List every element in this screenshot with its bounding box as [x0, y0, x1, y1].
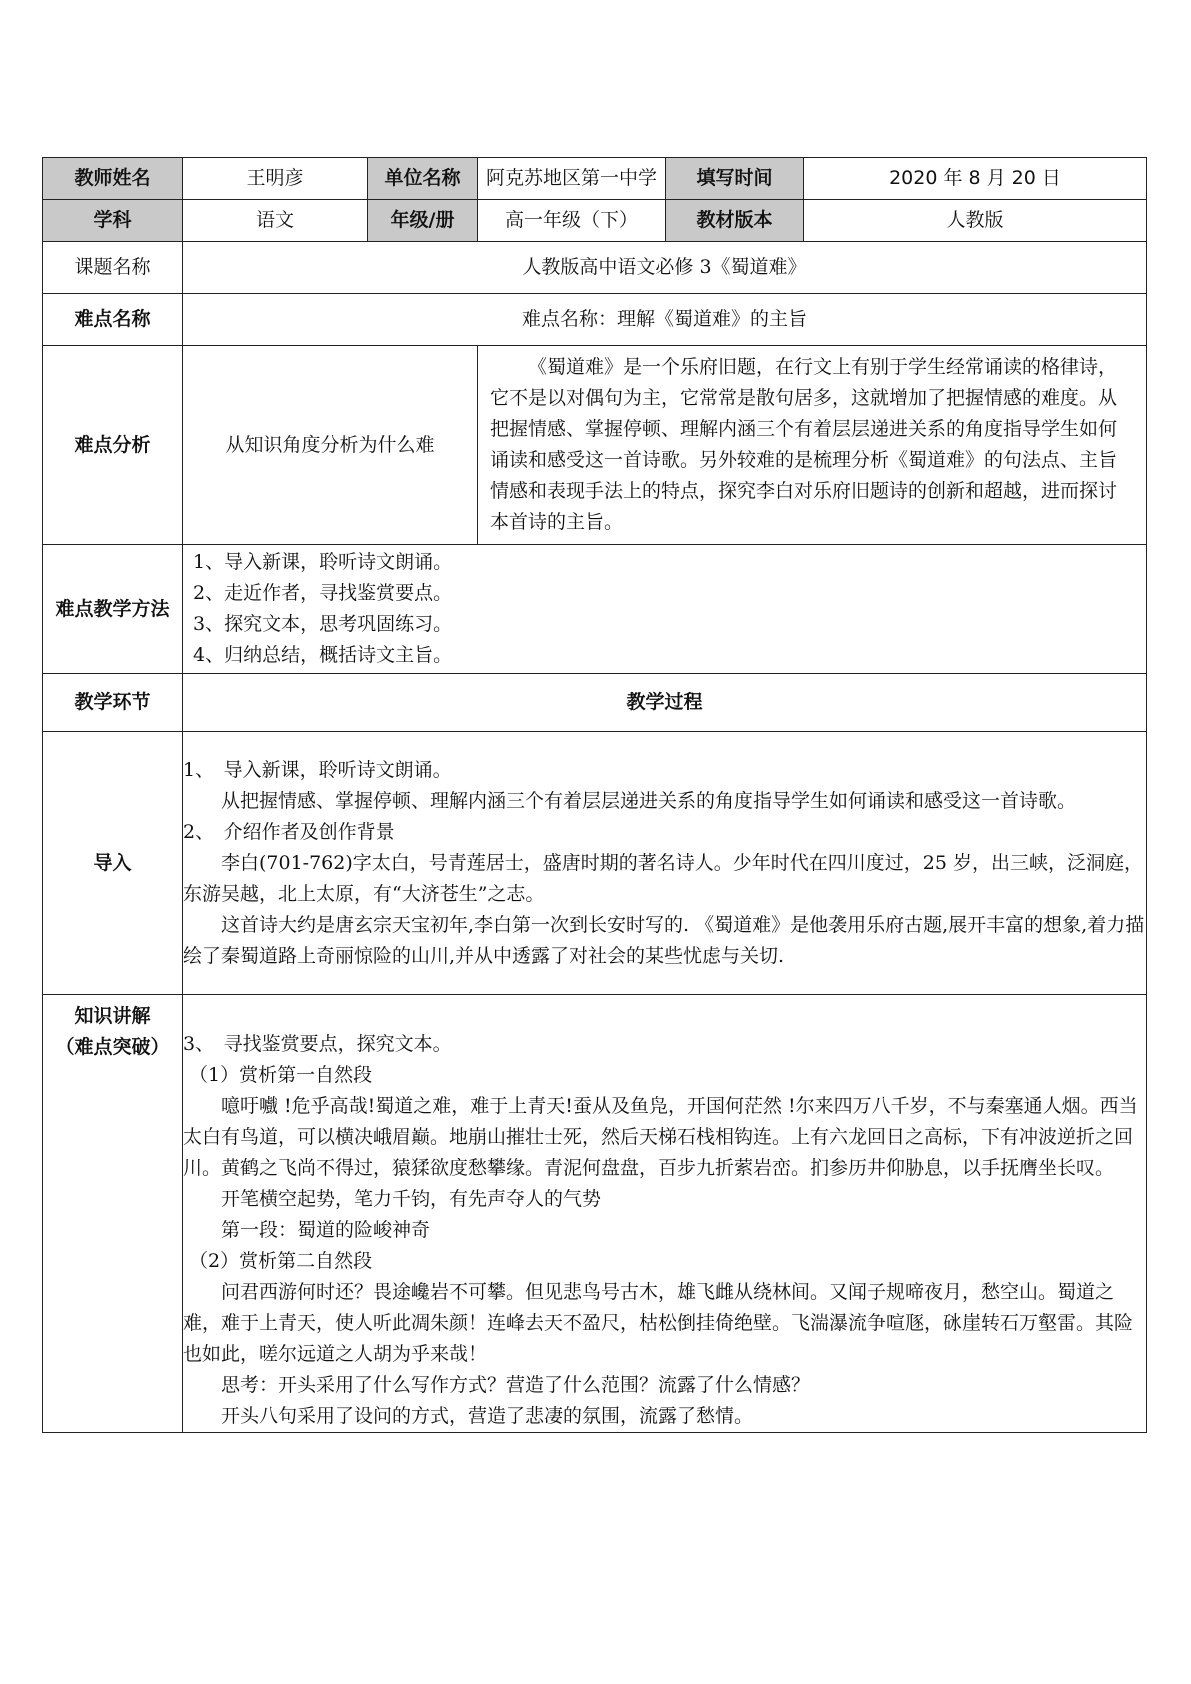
knowledge-sub1-note2: 第一段：蜀道的险峻神奇: [221, 1219, 431, 1241]
knowledge-sub2-text: 问君西游何时还？畏途巉岩不可攀。但见悲鸟号古木，雄飞雌从绕林间。又闻子规啼夜月，愁空山。蜀道之难，难于上青天，使人听此凋朱颜！连峰去天不盈尺，枯松倒挂倚绝壁。飞湍瀑流争喧豗，砯崖转石万壑雷。其险也如此，嗟尔远道之人胡为乎来哉！: [183, 1281, 1134, 1365]
topic-row: [43, 242, 1147, 294]
topic-label: 课题名称: [43, 242, 183, 294]
knowledge-sub2: （2）赏析第二自然段: [189, 1250, 373, 1272]
analysis-sublabel: 从知识角度分析为什么难: [183, 346, 478, 545]
grade-label: 年级/册: [368, 200, 478, 242]
knowledge-sub1-note1: 开笔横空起势，笔力千钧，有先声夺人的气势: [221, 1188, 602, 1210]
difficulty-value: 难点名称：理解《蜀道难》的主旨: [183, 294, 1147, 346]
analysis-text: 《蜀道难》是一个乐府旧题，在行文上有别于学生经常诵读的格律诗，它不是以对偶句为主，它常常是散句居多，这就增加了把握情感的难度。从把握情感、掌握停顿、理解内涵三个有着层层递进关系的角度指导学生如何诵读和感受这一首诗歌。另外较难的是梳理分析《蜀道难》的句法点、主旨情感和表现手法上的特点，探究李白对乐府旧题诗的创新和超越，进而探讨本首诗的主旨。: [490, 356, 1118, 533]
method-item: 3、探究文本，思考巩固练习。: [193, 613, 453, 635]
header-row-2: [43, 200, 1147, 242]
intro-label: 导入: [43, 732, 183, 995]
unit-label: 单位名称: [368, 158, 478, 200]
process-row: [43, 674, 1147, 732]
knowledge-sub2-answer: 开头八句采用了设问的方式，营造了悲凄的氛围，流露了愁情。: [221, 1405, 754, 1427]
unit-value: 阿克苏地区第一中学: [478, 158, 666, 200]
method-item: 2、走近作者，寻找鉴赏要点。: [193, 582, 453, 604]
knowledge-label-line2: （难点突破）: [55, 1036, 170, 1058]
knowledge-row: [43, 995, 1147, 1433]
analysis-row: [43, 346, 1147, 545]
teacher-value: 王明彦: [183, 158, 368, 200]
header-row-1: [43, 158, 1147, 200]
lesson-plan-table: [42, 157, 1147, 1433]
intro-step2-text1: 李白(701-762)字太白，号青莲居士，盛唐时期的著名诗人。少年时代在四川度过，25 岁，出三峡，泛洞庭，东游吴越，北上太原，有“大济苍生”之志。: [183, 851, 1143, 905]
knowledge-sub1-text: 噫吁嚱 !危乎高哉!蜀道之难，难于上青天!蚕从及鱼凫，开国何茫然 !尔来四万八千岁，不与秦塞通人烟。西当太白有鸟道，可以横决峨眉巅。地崩山摧壮士死，然后天梯石栈相钩连。上有六龙回日之高标，下有冲波逆折之回川。黄鹤之飞尚不得过，猿猱欲度愁攀缘。青泥何盘盘，百步九折萦岩峦。扪参历井仰胁息，以手抚膺坐长叹。: [183, 1095, 1138, 1179]
method-item: 1、导入新课，聆听诗文朗诵。: [193, 551, 453, 573]
subject-value: 语文: [183, 200, 368, 242]
methods-row: [43, 545, 1147, 674]
intro-row: [43, 732, 1147, 995]
knowledge-sub1: （1）赏析第一自然段: [189, 1064, 373, 1086]
subject-label: 学科: [43, 200, 183, 242]
process-label: 教学环节: [43, 674, 183, 732]
edition-label: 教材版本: [666, 200, 804, 242]
knowledge-step3: 3、 寻找鉴赏要点，探究文本。: [183, 1033, 452, 1055]
topic-value: 人教版高中语文必修 3《蜀道难》: [183, 242, 1147, 294]
intro-step2: 2、 介绍作者及创作背景: [183, 820, 395, 843]
grade-value: 高一年级（下）: [478, 200, 666, 242]
teacher-label: 教师姓名: [43, 158, 183, 200]
intro-step1-text: 从把握情感、掌握停顿、理解内涵三个有着层层递进关系的角度指导学生如何诵读和感受这一首诗歌。: [221, 789, 1077, 812]
analysis-label: 难点分析: [43, 346, 183, 545]
knowledge-sub2-question: 思考：开头采用了什么写作方式？营造了什么范围？流露了什么情感？: [221, 1374, 811, 1396]
edition-value: 人教版: [804, 200, 1147, 242]
method-item: 4、归纳总结，概括诗文主旨。: [193, 644, 453, 666]
intro-step2-text2: 这首诗大约是唐玄宗天宝初年,李白第一次到长安时写的. 《蜀道难》是他袭用乐府古题,展开丰富的想象,着力描绘了秦蜀道路上奇丽惊险的山川,并从中透露了对社会的某些忧虑与关切.: [183, 913, 1145, 967]
time-value: 2020 年 8 月 20 日: [804, 158, 1147, 200]
difficulty-label: 难点名称: [43, 294, 183, 346]
time-label: 填写时间: [666, 158, 804, 200]
knowledge-label-line1: 知识讲解: [74, 1005, 151, 1027]
methods-label: 难点教学方法: [43, 545, 183, 674]
intro-step1: 1、 导入新课，聆听诗文朗诵。: [183, 758, 452, 781]
process-value: 教学过程: [183, 674, 1147, 732]
difficulty-row: [43, 294, 1147, 346]
